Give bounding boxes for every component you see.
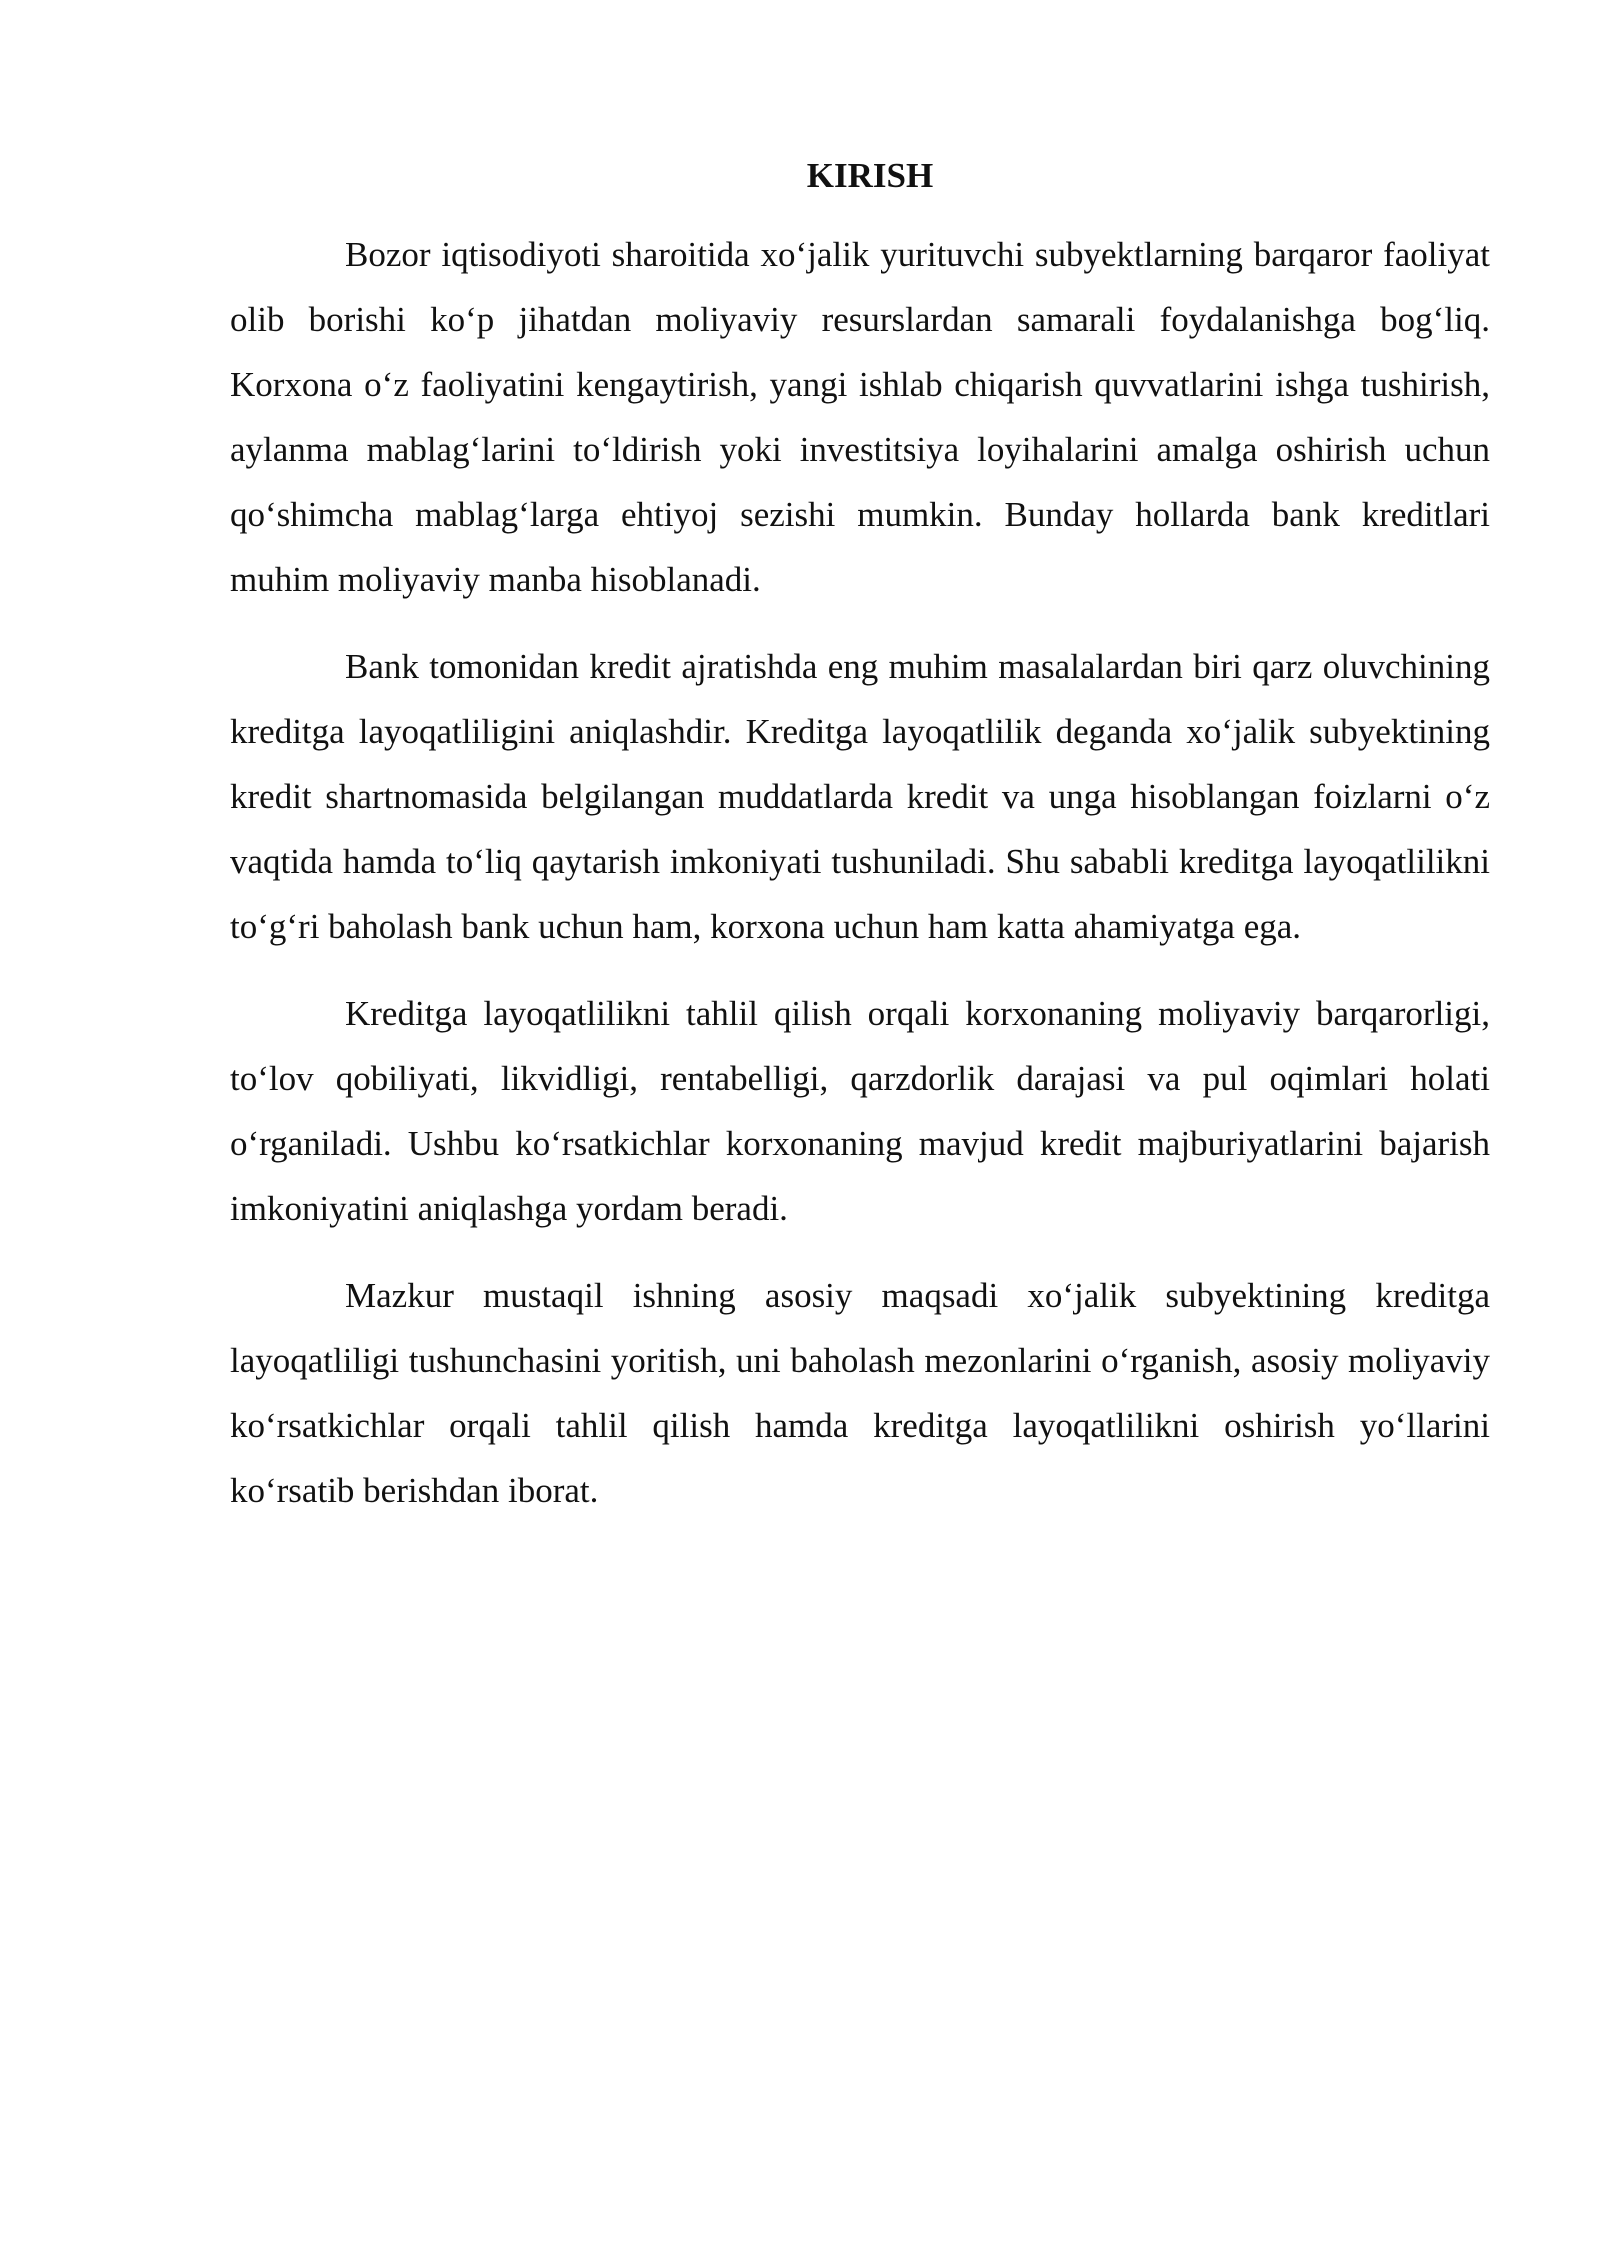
page-title: KIRISH bbox=[806, 156, 934, 195]
paragraph-4: Mazkur mustaqil ishning asosiy maqsadi xo‘jalik subyektining kreditga layoqatliligi tushunchasini yoritish, uni baholash mezonlarini o‘rganish, asosiy moliyaviy ko‘rsatkichlar orqali tahlil qilish hamda kreditga layoqatlilikni oshirish yo‘llarini ko‘rsatib berishdan iborat. bbox=[230, 1276, 1490, 1510]
paragraph-3: Kreditga layoqatlilikni tahlil qilish orqali korxonaning moliyaviy barqarorligi, to‘lov qobiliyati, likvidligi, rentabelligi, qarzdorlik darajasi va pul oqimlari holati o‘rganiladi. Ushbu ko‘rsatkichlar korxonaning mavjud kredit majburiyatlarini bajarish imkoniyatini aniqlashga yordam beradi. bbox=[230, 994, 1490, 1228]
paragraph-1: Bozor iqtisodiyoti sharoitida xo‘jalik yurituvchi subyektlarning barqaror faoliyat olib borishi ko‘p jihatdan moliyaviy resurslardan samarali foydalanishga bog‘liq. Korxona o‘z faoliyatini kengaytirish, yangi ishlab chiqarish quvvatlarini ishga tushirish, aylanma mablag‘larini to‘ldirish yoki investitsiya loyihalarini amalga oshirish uchun qo‘shimcha mablag‘larga ehtiyoj sezishi mumkin. Bunday hollarda bank kreditlari muhim moliyaviy manba hisoblanadi. bbox=[230, 235, 1490, 599]
document-body bbox=[230, 148, 1490, 1545]
paragraph-2: Bank tomonidan kredit ajratishda eng muhim masalalardan biri qarz oluvchining kreditga layoqatliligini aniqlashdir. Kreditga layoqatlilik deganda xo‘jalik subyektining kredit shartnomasida belgilangan muddatlarda kredit va unga hisoblangan foizlarni o‘z vaqtida hamda to‘liq qaytarish imkoniyati tushuniladi. Shu sababli kreditga layoqatlilikni to‘g‘ri baholash bank uchun ham, korxona uchun ham katta ahamiyatga ega. bbox=[230, 647, 1490, 946]
